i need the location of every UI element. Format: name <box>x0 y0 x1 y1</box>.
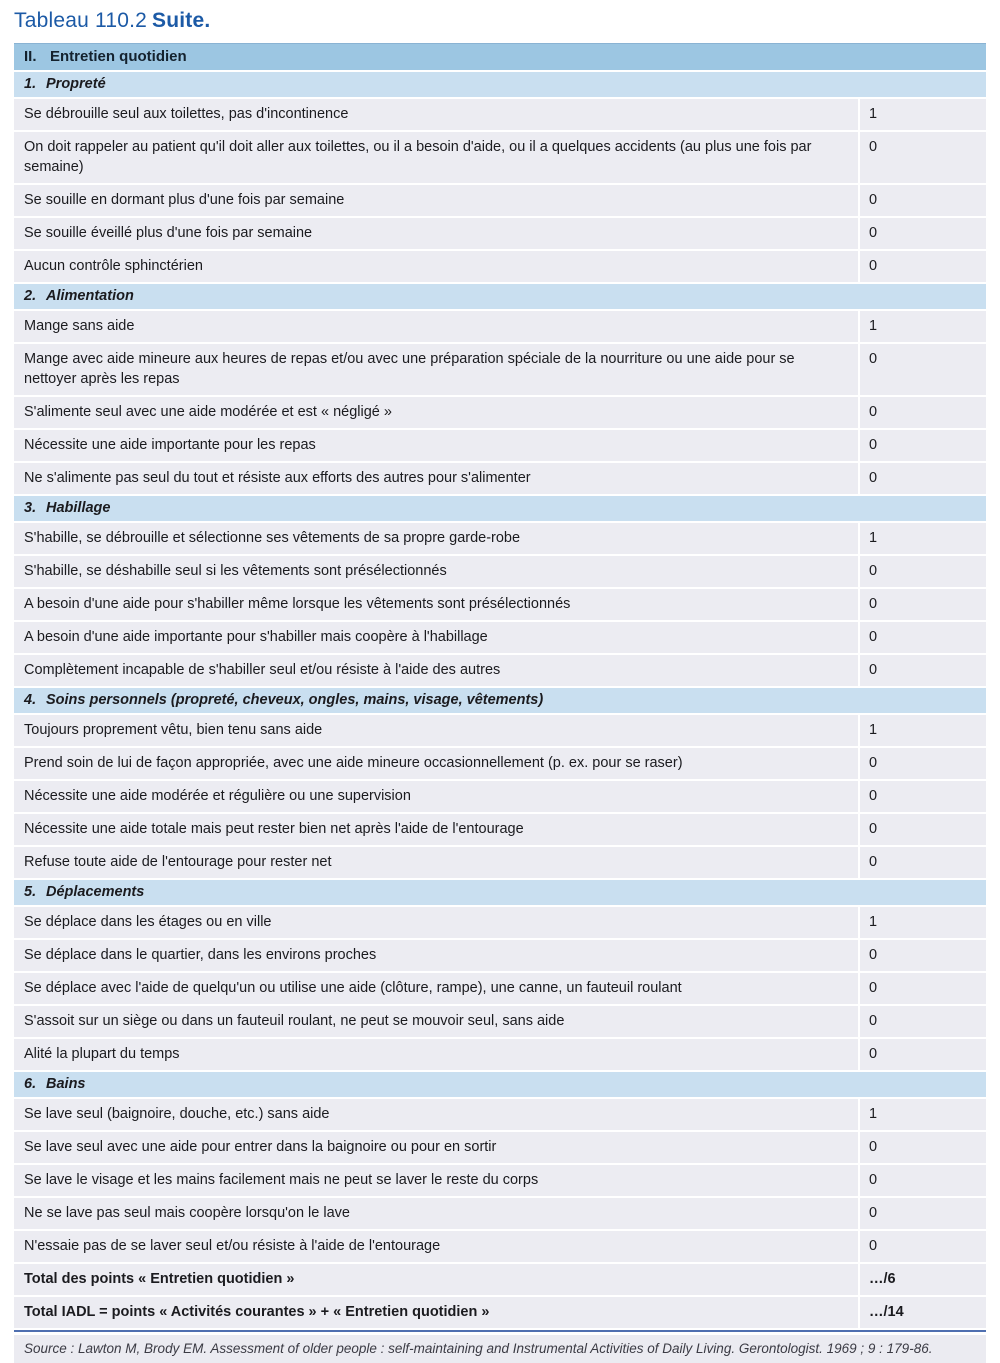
row-label: S'assoit sur un siège ou dans un fauteuil roulant, ne peut se mouvoir seul, sans aide <box>14 1006 858 1037</box>
row-label: Se déplace avec l'aide de quelqu'un ou utilise une aide (clôture, rampe), une canne, un fauteuil roulant <box>14 973 858 1004</box>
subsection-number: 2. <box>24 288 37 304</box>
table-row <box>14 311 986 342</box>
row-score: 0 <box>860 397 986 428</box>
row-score: 0 <box>860 430 986 461</box>
table-row <box>14 1006 986 1037</box>
row-label: A besoin d'une aide importante pour s'habiller mais coopère à l'habillage <box>14 622 858 653</box>
table-row <box>14 940 986 971</box>
row-label: Nécessite une aide modérée et régulière ou une supervision <box>14 781 858 812</box>
row-score: 0 <box>860 1039 986 1070</box>
row-score: 0 <box>860 814 986 845</box>
row-label: Se lave seul avec une aide pour entrer dans la baignoire ou pour en sortir <box>14 1132 858 1163</box>
row-score: 0 <box>860 781 986 812</box>
row-score: 0 <box>860 344 986 395</box>
table-row <box>14 397 986 428</box>
row-label: S'habille, se débrouille et sélectionne ses vêtements de sa propre garde-robe <box>14 523 858 554</box>
row-label: Complètement incapable de s'habiller seul et/ou résiste à l'aide des autres <box>14 655 858 686</box>
subsection-name: Bains <box>46 1076 86 1092</box>
subsection-header <box>14 496 986 521</box>
row-label: Se lave seul (baignoire, douche, etc.) sans aide <box>14 1099 858 1130</box>
row-label: Se souille éveillé plus d'une fois par semaine <box>14 218 858 249</box>
table-row <box>14 1198 986 1229</box>
row-score: 0 <box>860 1198 986 1229</box>
subsection-header <box>14 284 986 309</box>
row-label: Alité la plupart du temps <box>14 1039 858 1070</box>
row-score: 1 <box>860 907 986 938</box>
row-label: A besoin d'une aide pour s'habiller même lorsque les vêtements sont présélectionnés <box>14 589 858 620</box>
subsection-name: Alimentation <box>46 288 134 304</box>
table-title-suffix: Suite. <box>152 9 211 32</box>
row-score: 0 <box>860 251 986 282</box>
table-row <box>14 973 986 1004</box>
row-score: 0 <box>860 1132 986 1163</box>
row-score: 0 <box>860 1006 986 1037</box>
subsection-header <box>14 1072 986 1097</box>
row-label: Ne s'alimente pas seul du tout et résiste aux efforts des autres pour s'alimenter <box>14 463 858 494</box>
row-score: 0 <box>860 1231 986 1262</box>
table-row <box>14 1231 986 1262</box>
total-row <box>14 1297 986 1328</box>
subsection-number: 1. <box>24 76 37 92</box>
row-label: S'alimente seul avec une aide modérée et est « négligé » <box>14 397 858 428</box>
table-row <box>14 218 986 249</box>
table-row <box>14 99 986 130</box>
source-citation: Source : Lawton M, Brody EM. Assessment of older people : self-maintaining and Instrumental Activities of Daily Living. Gerontologist. 1969 ; 9 : 179-86. <box>14 1335 986 1363</box>
table-row <box>14 185 986 216</box>
subsection-header <box>14 880 986 905</box>
row-label: Se débrouille seul aux toilettes, pas d'incontinence <box>14 99 858 130</box>
assessment-table <box>14 43 986 1332</box>
subsection-name: Habillage <box>46 500 111 516</box>
row-label: Se lave le visage et les mains facilement mais ne peut se laver le reste du corps <box>14 1165 858 1196</box>
table-row <box>14 715 986 746</box>
subsection-number: 6. <box>24 1076 37 1092</box>
row-score: 0 <box>860 940 986 971</box>
row-score: 0 <box>860 132 986 183</box>
row-label: Ne se lave pas seul mais coopère lorsqu'on le lave <box>14 1198 858 1229</box>
row-score: 0 <box>860 847 986 878</box>
table-row <box>14 251 986 282</box>
table-number: Tableau 110.2 <box>14 9 147 32</box>
row-label: Toujours proprement vêtu, bien tenu sans aide <box>14 715 858 746</box>
table-row <box>14 1039 986 1070</box>
table-row <box>14 781 986 812</box>
row-label: Aucun contrôle sphinctérien <box>14 251 858 282</box>
row-label: Mange sans aide <box>14 311 858 342</box>
subsection-number: 5. <box>24 884 37 900</box>
row-label: Nécessite une aide totale mais peut rester bien net après l'aide de l'entourage <box>14 814 858 845</box>
total-score: …/6 <box>860 1264 986 1295</box>
table-row <box>14 344 986 395</box>
row-label: Nécessite une aide importante pour les repas <box>14 430 858 461</box>
table-row <box>14 132 986 183</box>
total-row <box>14 1264 986 1295</box>
row-label: Se déplace dans le quartier, dans les environs proches <box>14 940 858 971</box>
page-title <box>0 0 1000 43</box>
table-row <box>14 814 986 845</box>
row-score: 0 <box>860 622 986 653</box>
subsection-number: 3. <box>24 500 37 516</box>
table-row <box>14 463 986 494</box>
row-label: Se souille en dormant plus d'une fois par semaine <box>14 185 858 216</box>
section-label: Entretien quotidien <box>50 48 187 65</box>
row-score: 0 <box>860 185 986 216</box>
subsection-name: Propreté <box>46 76 106 92</box>
row-score: 1 <box>860 523 986 554</box>
table-row <box>14 1132 986 1163</box>
total-label: Total IADL = points « Activités courantes » + « Entretien quotidien » <box>14 1297 858 1328</box>
row-score: 0 <box>860 463 986 494</box>
table-bottom-rule <box>14 1330 986 1332</box>
row-label: On doit rappeler au patient qu'il doit aller aux toilettes, ou il a besoin d'aide, ou il a quelques accidents (au plus une fois par semaine) <box>14 132 858 183</box>
table-row <box>14 655 986 686</box>
table-row <box>14 1099 986 1130</box>
subsection-name: Soins personnels (propreté, cheveux, ongles, mains, visage, vêtements) <box>46 692 544 708</box>
table-row <box>14 622 986 653</box>
table-row <box>14 907 986 938</box>
row-score: 0 <box>860 218 986 249</box>
row-score: 0 <box>860 655 986 686</box>
row-label: S'habille, se déshabille seul si les vêtements sont présélectionnés <box>14 556 858 587</box>
row-score: 0 <box>860 589 986 620</box>
row-score: 1 <box>860 1099 986 1130</box>
row-score: 1 <box>860 99 986 130</box>
table-row <box>14 1165 986 1196</box>
row-score: 0 <box>860 748 986 779</box>
table-row <box>14 589 986 620</box>
table-row <box>14 523 986 554</box>
row-label: Refuse toute aide de l'entourage pour rester net <box>14 847 858 878</box>
subsection-header <box>14 688 986 713</box>
subsection-name: Déplacements <box>46 884 145 900</box>
row-score: 0 <box>860 556 986 587</box>
subsection-number: 4. <box>24 692 37 708</box>
row-label: N'essaie pas de se laver seul et/ou résiste à l'aide de l'entourage <box>14 1231 858 1262</box>
row-score: 0 <box>860 973 986 1004</box>
row-label: Prend soin de lui de façon appropriée, avec une aide mineure occasionnellement (p. ex. pour se raser) <box>14 748 858 779</box>
row-label: Se déplace dans les étages ou en ville <box>14 907 858 938</box>
table-row <box>14 430 986 461</box>
row-score: 1 <box>860 311 986 342</box>
total-label: Total des points « Entretien quotidien » <box>14 1264 858 1295</box>
total-score: …/14 <box>860 1297 986 1328</box>
table-section-header <box>14 43 986 70</box>
table-row <box>14 556 986 587</box>
row-score: 1 <box>860 715 986 746</box>
subsection-header <box>14 72 986 97</box>
section-numeral: II. <box>24 48 37 65</box>
row-label: Mange avec aide mineure aux heures de repas et/ou avec une préparation spéciale de la nourriture ou une aide pour se nettoyer après les repas <box>14 344 858 395</box>
row-score: 0 <box>860 1165 986 1196</box>
table-row <box>14 748 986 779</box>
table-row <box>14 847 986 878</box>
